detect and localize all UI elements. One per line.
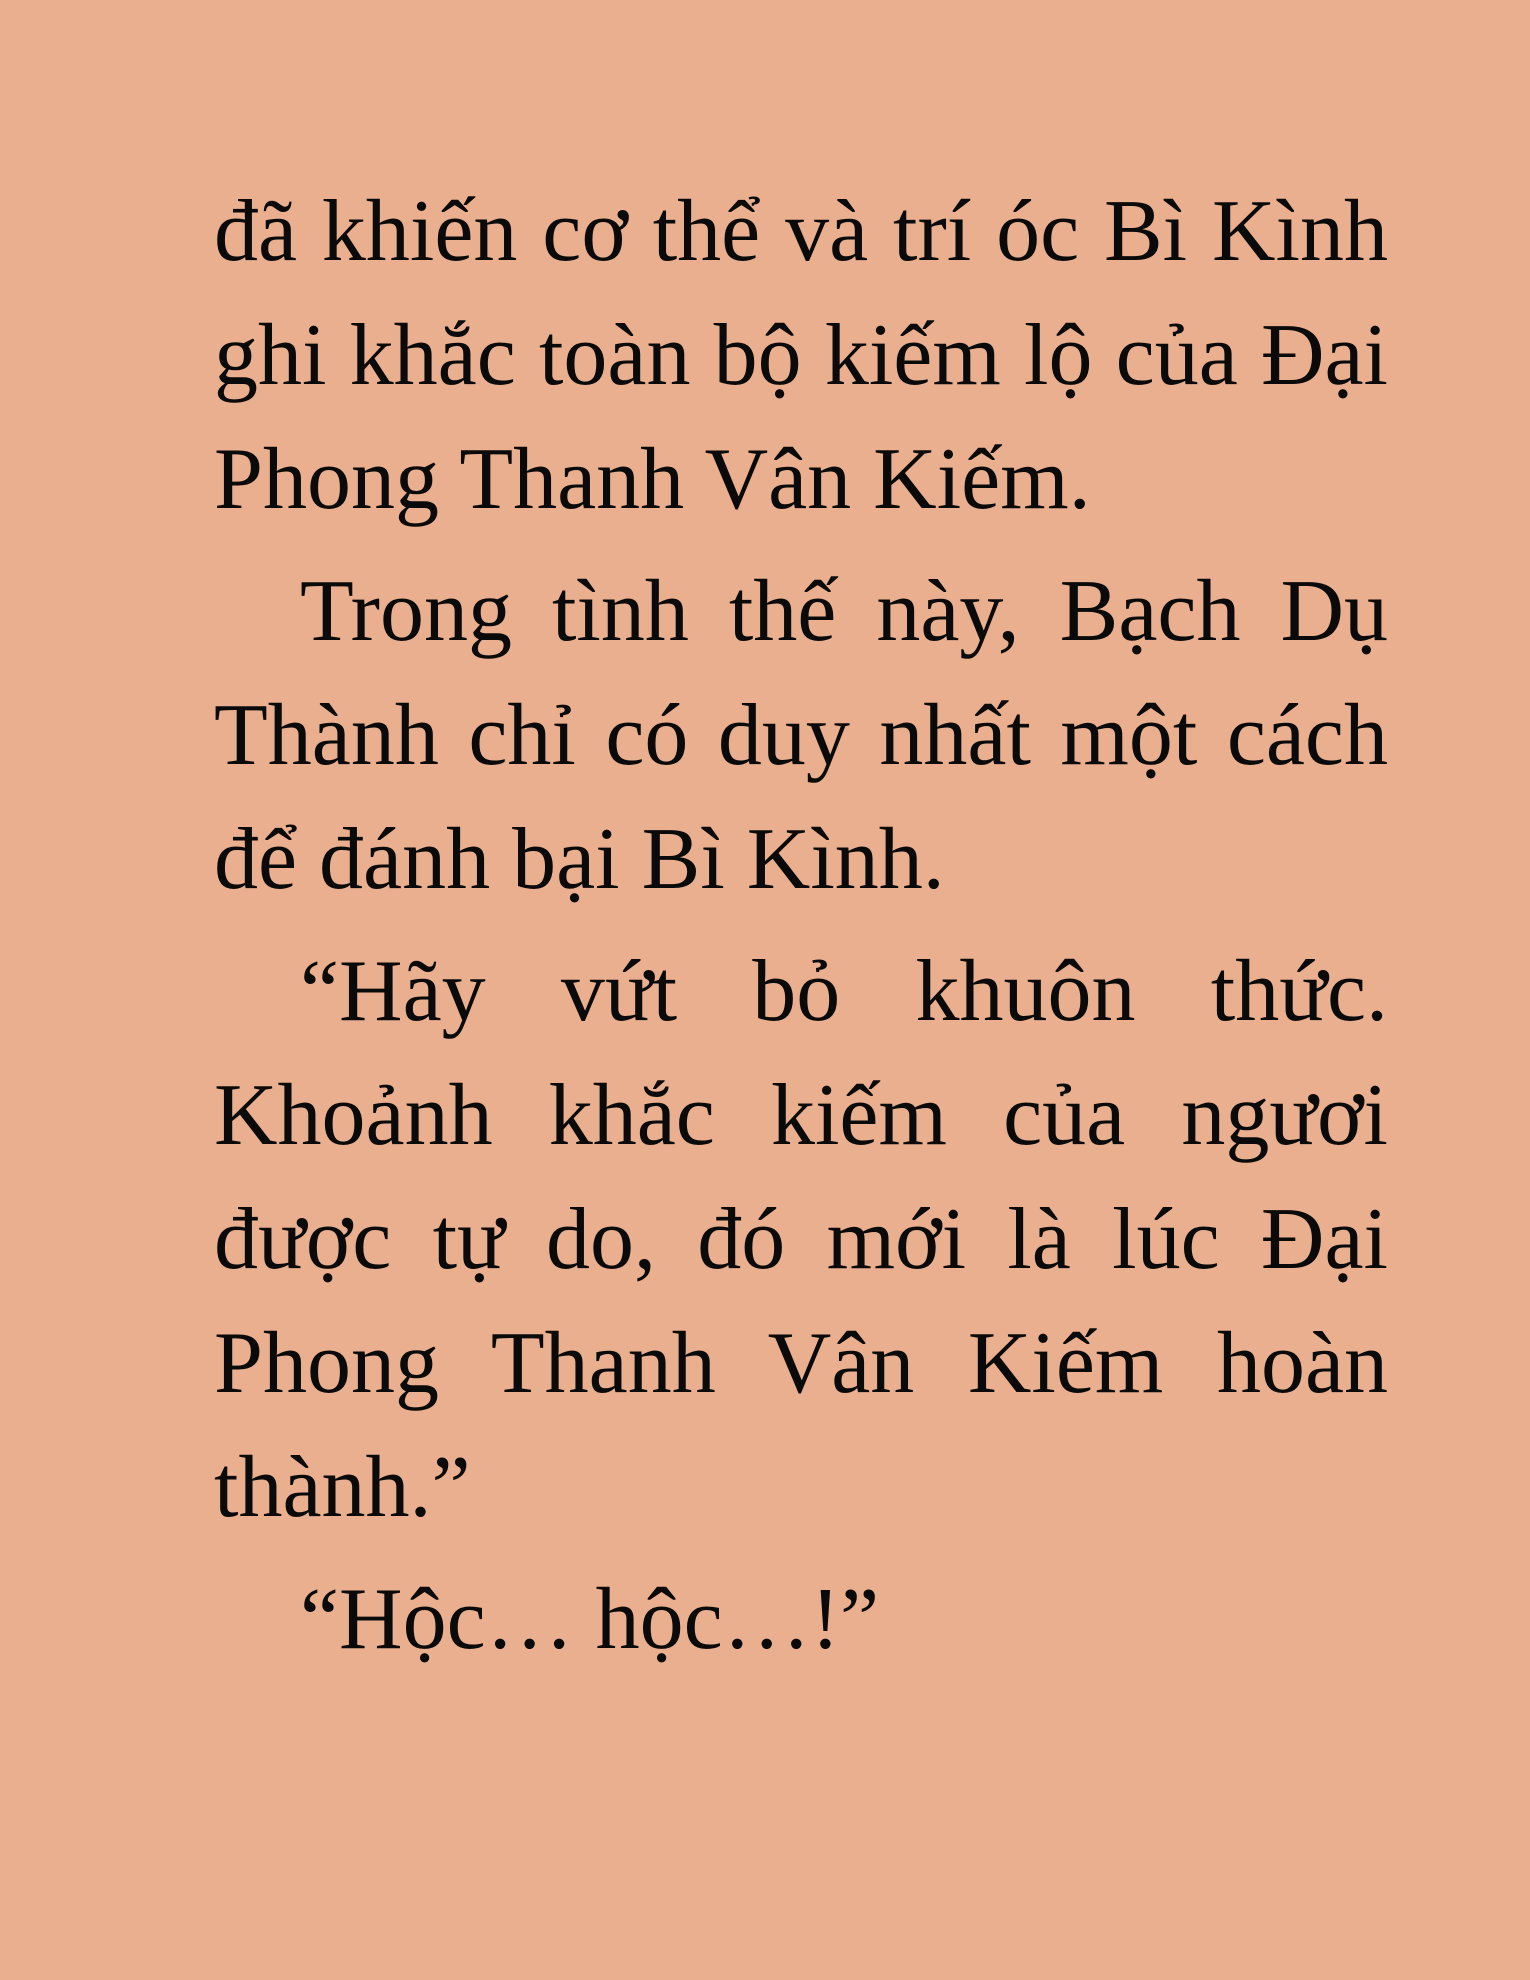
document-page xyxy=(214,170,1388,1682)
paragraph-3: “Hãy vứt bỏ khuôn thức. Khoảnh khắc kiếm của ngươi được tự do, đó mới là lúc Đại Phong Thanh Vân Kiếm hoàn thành.” xyxy=(214,943,1388,1536)
paragraph-2: Trong tình thế này, Bạch Dụ Thành chỉ có duy nhất một cách để đánh bại Bì Kình. xyxy=(214,563,1388,908)
paragraph-1: đã khiến cơ thể và trí óc Bì Kình ghi khắc toàn bộ kiếm lộ của Đại Phong Thanh Vân Kiếm. xyxy=(214,183,1388,528)
paragraph-4: “Hộc… hộc…!” xyxy=(300,1571,880,1668)
